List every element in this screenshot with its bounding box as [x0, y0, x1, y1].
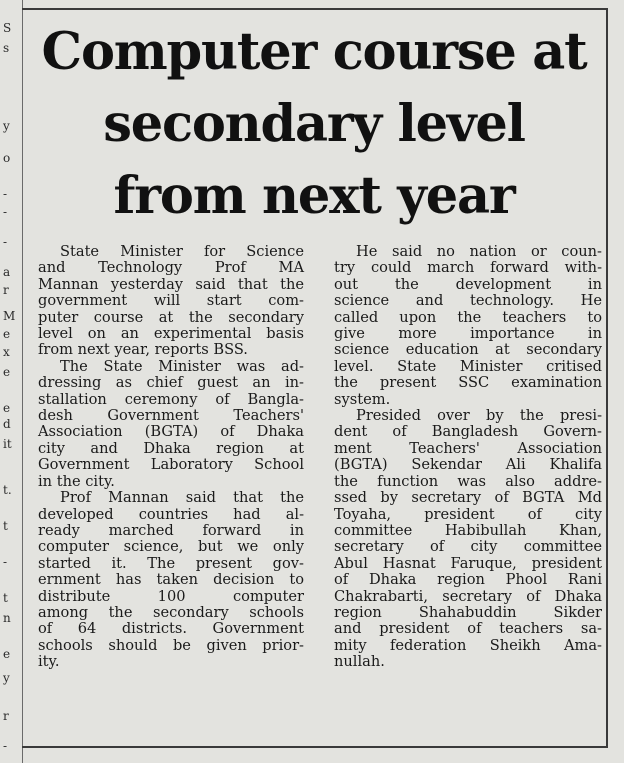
- article-paragraph: [38, 490, 304, 670]
- article-line: region Shahabuddin Sikder: [334, 603, 602, 621]
- article-column-left: [38, 244, 304, 671]
- article-line: level. State Minister critised: [334, 357, 602, 375]
- article-line: Association (BGTA) of Dhaka: [38, 423, 304, 441]
- margin-fragment: -: [3, 739, 8, 753]
- margin-fragment: t: [3, 591, 8, 605]
- article-line: (BGTA) Sekendar Ali Khalifa: [334, 456, 602, 474]
- article-line: The State Minister was ad-: [60, 357, 304, 375]
- article-line: ernment has taken decision to: [38, 571, 304, 589]
- article-line: started it. The present gov-: [38, 554, 304, 572]
- margin-fragment: o: [3, 151, 11, 165]
- article-paragraph: [38, 244, 304, 359]
- right-rule: [606, 8, 608, 748]
- article-line: He said no nation or coun-: [356, 243, 602, 260]
- article-line: schools should be given prior-: [38, 636, 304, 654]
- article-line: among the secondary schools: [38, 603, 304, 621]
- margin-fragment: e: [3, 327, 11, 341]
- bottom-rule: [22, 746, 608, 748]
- article-line: desh Government Teachers': [38, 407, 304, 425]
- margin-fragment: y: [3, 119, 10, 133]
- article-line: distribute 100 computer: [38, 587, 304, 605]
- article-line: and president of teachers sa-: [334, 620, 602, 638]
- article-line: developed countries had al-: [38, 505, 304, 523]
- margin-fragment: it: [3, 437, 12, 451]
- margin-fragment: e: [3, 647, 11, 661]
- article-line: Chakrabarti, secretary of Dhaka: [334, 587, 602, 605]
- article-line: Government Laboratory School: [38, 456, 304, 474]
- article-line: secretary of city committee: [334, 538, 602, 556]
- article-line: ity.: [38, 653, 60, 671]
- article-paragraph: [334, 408, 602, 671]
- margin-fragment: e: [3, 401, 11, 415]
- margin-fragment: -: [3, 205, 8, 219]
- article-line: ready marched forward in: [38, 521, 304, 539]
- margin-fragment: x: [3, 345, 10, 359]
- article-line: Prof Mannan said that the: [60, 489, 304, 507]
- margin-fragment: r: [3, 709, 9, 723]
- article-line: city and Dhaka region at: [38, 439, 304, 457]
- article-paragraph: [38, 359, 304, 490]
- article-line: nullah.: [334, 653, 385, 671]
- article-line: dressing as chief guest an in-: [38, 374, 304, 392]
- article-line: in the city.: [38, 472, 115, 490]
- article-line: system.: [334, 390, 391, 408]
- margin-fragment: n: [3, 611, 11, 625]
- article-line: science education at secondary: [334, 341, 602, 359]
- article-line: government will start com-: [38, 292, 304, 310]
- article-line: dent of Bangladesh Govern-: [334, 423, 602, 441]
- article-line: and Technology Prof MA: [38, 259, 304, 277]
- article-line: give more importance in: [334, 325, 602, 343]
- headline: [24, 16, 604, 232]
- margin-fragment: e: [3, 365, 11, 379]
- article-line: out the development in: [334, 275, 602, 293]
- article-line: the present SSC examination: [334, 374, 602, 392]
- margin-fragment: t.: [3, 483, 12, 497]
- article-line: committee Habibullah Khan,: [334, 521, 602, 539]
- article-line: puter course at the secondary: [38, 308, 304, 326]
- headline-line-2: secondary level: [103, 94, 525, 154]
- article-line: State Minister for Science: [60, 243, 304, 260]
- article-line: Toyaha, president of city: [334, 505, 602, 523]
- margin-fragment: y: [3, 671, 10, 685]
- article-line: Abul Hasnat Faruque, president: [334, 554, 602, 572]
- margin-fragment: t: [3, 519, 8, 533]
- margin-fragment: d: [3, 417, 11, 431]
- article-line: Presided over by the presi-: [356, 407, 602, 425]
- article-line: called upon the teachers to: [334, 308, 602, 326]
- article-line: computer science, but we only: [38, 538, 304, 556]
- margin-fragment: S: [3, 21, 12, 35]
- article-line: the function was also addre-: [334, 472, 602, 490]
- article-line: of Dhaka region Phool Rani: [334, 571, 602, 589]
- article-column-right: [334, 244, 602, 671]
- margin-fragment: -: [3, 187, 8, 201]
- headline-line-1: Computer course at: [41, 22, 587, 82]
- margin-fragment: -: [3, 235, 8, 249]
- margin-fragment: M: [3, 309, 16, 323]
- headline-line-3: from next year: [113, 166, 515, 226]
- article-line: try could march forward with-: [334, 259, 602, 277]
- article-paragraph: [334, 244, 602, 408]
- margin-fragment: -: [3, 555, 8, 569]
- article-line: mity federation Sheikh Ama-: [334, 636, 602, 654]
- article-line: Mannan yesterday said that the: [38, 275, 304, 293]
- margin-fragment: s: [3, 41, 10, 55]
- article-line: from next year, reports BSS.: [38, 341, 248, 359]
- article-line: stallation ceremony of Bangla-: [38, 390, 304, 408]
- article-line: ment Teachers' Association: [334, 439, 602, 457]
- top-rule: [22, 8, 608, 10]
- article-line: of 64 districts. Government: [38, 620, 304, 638]
- adjacent-column-fragment: [0, 0, 23, 763]
- margin-fragment: r: [3, 283, 9, 297]
- article-line: science and technology. He: [334, 292, 602, 310]
- article-line: level on an experimental basis: [38, 325, 304, 343]
- article-line: ssed by secretary of BGTA Md: [334, 489, 602, 507]
- margin-fragment: a: [3, 265, 11, 279]
